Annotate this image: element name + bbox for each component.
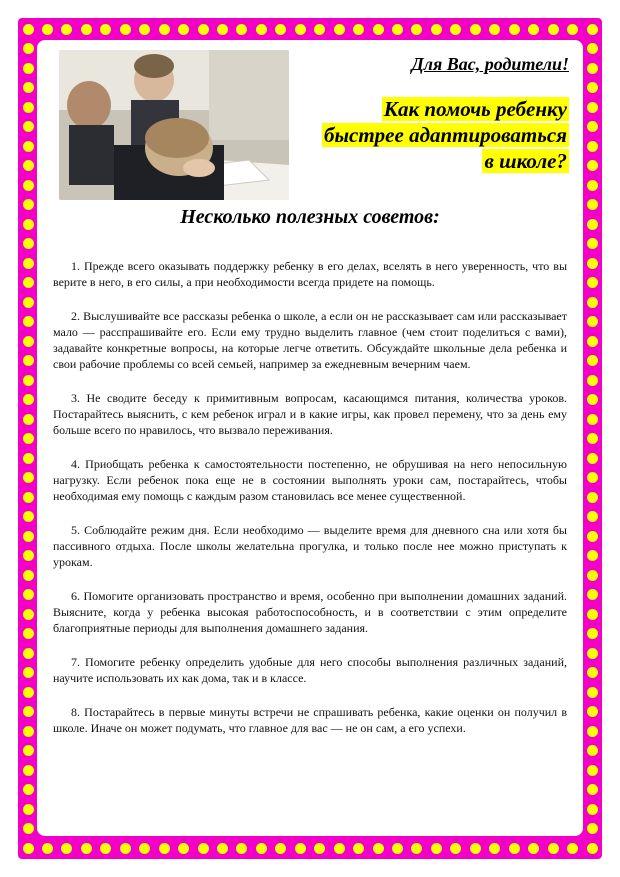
headline-line-1: Как помочь ребенку	[383, 97, 567, 121]
tip-paragraph: 4. Приобщать ребенка к самостоятельности постепенно, не обрушивая на него непосильную нагрузку. Если ребенок пока еще не в состоянии выполнять уроки сам, постарайтесь, чтобы необходимая ему помощь с каждым разом становилась все менее существенной.	[53, 457, 567, 503]
schoolboy-photo	[59, 50, 289, 200]
headline-line-2: быстрее адаптироваться	[323, 123, 567, 147]
tip-paragraph: 3. Не сводите беседу к примитивным вопросам, касающимся питания, количества уроков. Постарайтесь выяснить, с кем ребенок играл и в какие игры, как провел перемену, что за день ему больше всего по нравилось, что вызвало переживания.	[53, 391, 567, 437]
content-panel	[37, 40, 583, 836]
headline-line-3: в школе?	[484, 149, 567, 173]
headline	[269, 96, 569, 174]
tip-paragraph: 5. Соблюдайте режим дня. Если необходимо — выделите время для дневного сна или хотя бы пассивного отдыха. После школы желательна прогулка, и только после нее можно приступать к урокам.	[53, 523, 567, 569]
tip-paragraph: 8. Постарайтесь в первые минуты встречи не спрашивать ребенка, какие оценки он получил в школе. Иначе он может подумать, что главное для вас — не он сам, а его успехи.	[53, 705, 567, 735]
subtitle: Несколько полезных советов:	[180, 206, 440, 228]
tips-list	[53, 258, 567, 754]
tip-paragraph: 6. Помогите организовать пространство и время, особенно при выполнении домашних заданий. Выясните, когда у ребенка высокая работоспособность, и в соответствии с этим определите благоприятные периоды для выполнения домашнего задания.	[53, 589, 567, 635]
header-title: Для Вас, родители!	[411, 54, 569, 74]
tip-paragraph: 2. Выслушивайте все рассказы ребенка о школе, а если он не рассказывает сам или рассказывает мало — расспрашивайте его. Если ему трудно выделить главное (чем стоит поделиться с вами), задавайте конкретные вопросы, на которые легче ответить. Обсуждайте школьные дела ребенка и свои рабочие проблемы со всей семьей, например за ежедневным вечерним чаем.	[53, 309, 567, 371]
tip-paragraph: 7. Помогите ребенку определить удобные для него способы выполнения различных заданий, научите использовать их как дома, так и в классе.	[53, 655, 567, 685]
tip-paragraph: 1. Прежде всего оказывать поддержку ребенку в его делах, вселять в него уверенность, что вы верите в него, в его силы, а при необходимости всегда придете на помощь.	[53, 259, 567, 289]
